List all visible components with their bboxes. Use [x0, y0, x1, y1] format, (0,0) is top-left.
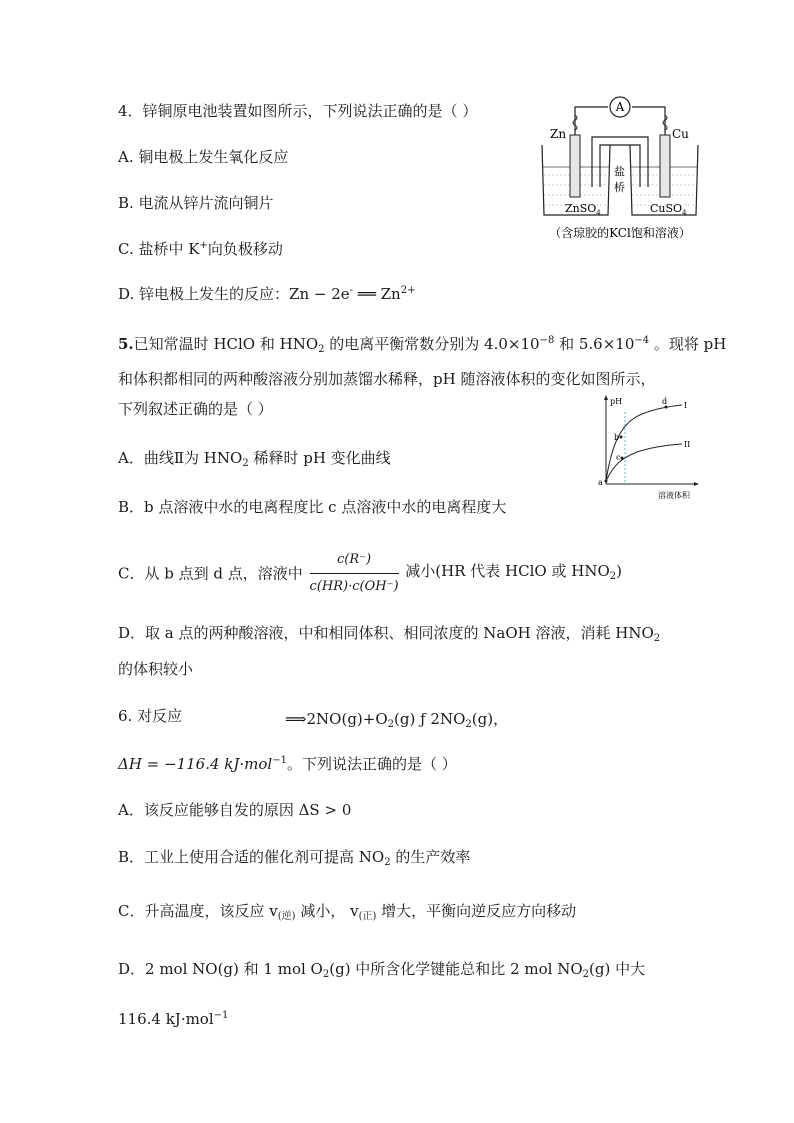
- q6-c-post: 增大，平衡向逆反应方向移动: [376, 902, 577, 920]
- q6-d-sub: 2: [322, 969, 330, 980]
- q5-c-fraction: [310, 548, 399, 599]
- q5-option-d-line2: 的体积较小: [118, 660, 194, 678]
- q4-option-c: [118, 235, 283, 260]
- q4-c-suffix: 向负极移动: [207, 240, 283, 258]
- q6-c-sub1: (逆): [277, 911, 296, 922]
- q5-c-denominator: c(HR)·c(OH⁻): [309, 579, 399, 594]
- right-solution-label: CuSO$_4$: [650, 202, 687, 217]
- q5-line2: 和体积都相同的两种酸溶液分别加蒸馏水稀释，pH 随溶液体积的变化如图所示，: [118, 370, 656, 388]
- q4-c-sup: +: [199, 240, 208, 251]
- q6-d-post: (g) 中大: [589, 960, 646, 978]
- q5-a-sub: 2: [242, 458, 249, 469]
- q6-option-d-line2: [118, 1005, 228, 1030]
- ammeter-label: A: [615, 100, 625, 114]
- left-solution-label: ZnSO$_4$: [565, 202, 601, 217]
- salt-bridge-label-2: 桥: [614, 181, 625, 194]
- q5-d1-sub: 2: [653, 633, 661, 644]
- q5-l1-b: 已知常温时 HClO 和 HNO: [133, 335, 319, 353]
- q5-c-post-sub: 2: [609, 570, 617, 582]
- q6-equation: [285, 708, 508, 736]
- q6-c-mid: 减小， v: [295, 902, 359, 920]
- q5-a-post: 稀释时 pH 变化曲线: [248, 449, 391, 467]
- q5-d1-pre: D．取 a 点的两种酸溶液，中和相同体积、相同浓度的 NaOH 溶液，消耗 HNO: [118, 624, 654, 642]
- q6-b-pre: B．工业上使用合适的催化剂可提高 NO: [118, 848, 385, 866]
- q6-delta-h: [118, 750, 457, 775]
- point-b-label: b: [614, 433, 620, 442]
- zn-label: Zn: [550, 127, 567, 141]
- galvanic-cell-figure: [530, 95, 710, 245]
- q4-d-sup: -: [349, 285, 354, 296]
- curve-2-label: II: [684, 440, 691, 449]
- q6-d-pre: D．2 mol NO(g) 和 1 mol O: [118, 960, 323, 978]
- q6-c-sub2: (正): [358, 911, 377, 922]
- q6-eq: ⟹2NO(g)+O: [285, 710, 388, 728]
- q5-option-b: B．b 点溶液中水的电离程度比 c 点溶液中水的电离程度大: [118, 498, 507, 516]
- q6-option-a: A．该反应能够自发的原因 ΔS > 0: [118, 801, 352, 819]
- q5-c-post-wrap: [405, 562, 622, 580]
- q5-l1-c: 的电离平衡常数分别为 4.0×10: [324, 335, 540, 353]
- q5-c-pre: C．从 b 点到 d 点，溶液中: [118, 564, 303, 583]
- q6-b-post: 的生产效率: [390, 848, 471, 866]
- q6-eq-sub2: 2: [465, 719, 472, 730]
- point-a-label: a: [598, 478, 603, 487]
- q5-l1-b-sub: 2: [318, 344, 325, 355]
- q6-d-sub2: 2: [582, 969, 590, 980]
- cu-label: Cu: [672, 127, 689, 141]
- q4-stem: 4．锌铜原电池装置如图所示，下列说法正确的是（ ）: [118, 102, 478, 120]
- q6-eq-end: (g)，: [471, 710, 509, 728]
- q5-line1: [118, 330, 726, 361]
- q5-c-post-end: ): [616, 561, 622, 580]
- q4-option-a: A. 铜电极上发生氧化反应: [118, 148, 289, 166]
- q6-option-b: [118, 846, 470, 874]
- q6-d2-pre: 116.4 kJ·mol: [118, 1010, 214, 1028]
- q5-line3: 下列叙述正确的是（ ）: [118, 400, 273, 418]
- q4-d-mid: ══ Zn: [353, 285, 401, 303]
- q6-dh-sup: −1: [272, 755, 287, 766]
- q5-option-a: [118, 447, 391, 475]
- q6-dh-post: 。下列说法正确的是（ ）: [286, 755, 457, 773]
- ph-axis-label: pH: [610, 397, 623, 406]
- ph-dilution-figure: [592, 392, 702, 502]
- q6-b-sub: 2: [384, 857, 391, 868]
- q4-d-sup2: 2+: [400, 285, 416, 296]
- q6-stem-pre: 6. 对反应: [118, 707, 183, 725]
- q5-l1-c-sup: −8: [539, 335, 555, 346]
- q6-option-d-line1: [118, 958, 645, 986]
- point-c-label: c: [616, 453, 621, 462]
- q5-l1-d-sup: −4: [634, 335, 650, 346]
- q6-c-pre: C．升高温度，该反应 v: [118, 902, 278, 920]
- q4-c-prefix: C. 盐桥中 K: [118, 240, 200, 258]
- q5-a-pre: A．曲线Ⅱ为 HNO: [118, 449, 243, 467]
- q6-eq-sub: 2: [387, 719, 395, 730]
- q5-option-c: [118, 548, 622, 599]
- salt-bridge-label-1: 盐: [614, 165, 625, 178]
- curve-1-label: I: [684, 401, 688, 410]
- q4-option-b: B. 电流从锌片流向铜片: [118, 194, 274, 212]
- volume-axis-label: 溶液体积: [658, 491, 690, 500]
- cell-caption: （含琼胶的KCl饱和溶液）: [549, 226, 691, 240]
- q6-stem: [118, 705, 182, 727]
- q5-number: 5.: [118, 335, 134, 353]
- q5-c-numerator: c(R⁻): [310, 548, 399, 574]
- q4-d-text: D. 锌电极上发生的反应：Zn − 2e: [118, 285, 350, 303]
- q6-d2-sup: −1: [213, 1010, 229, 1021]
- q5-l1-d: 和 5.6×10: [554, 335, 635, 353]
- point-d-label: d: [662, 397, 668, 406]
- q5-l1-e: 。现将 pH: [649, 335, 727, 353]
- q5-c-post: 减小(HR 代表 HClO 或 HNO: [405, 561, 610, 580]
- q5-option-d-line1: [118, 622, 660, 650]
- q6-d-mid: (g) 中所含化学键能总和比 2 mol NO: [329, 960, 583, 978]
- q4-option-d: [118, 280, 415, 305]
- q6-option-c: [118, 900, 576, 928]
- q6-dh-pre: ΔH = −116.4 kJ·mol: [118, 755, 273, 773]
- q6-eq-mid: (g) ƒ 2NO: [394, 710, 466, 728]
